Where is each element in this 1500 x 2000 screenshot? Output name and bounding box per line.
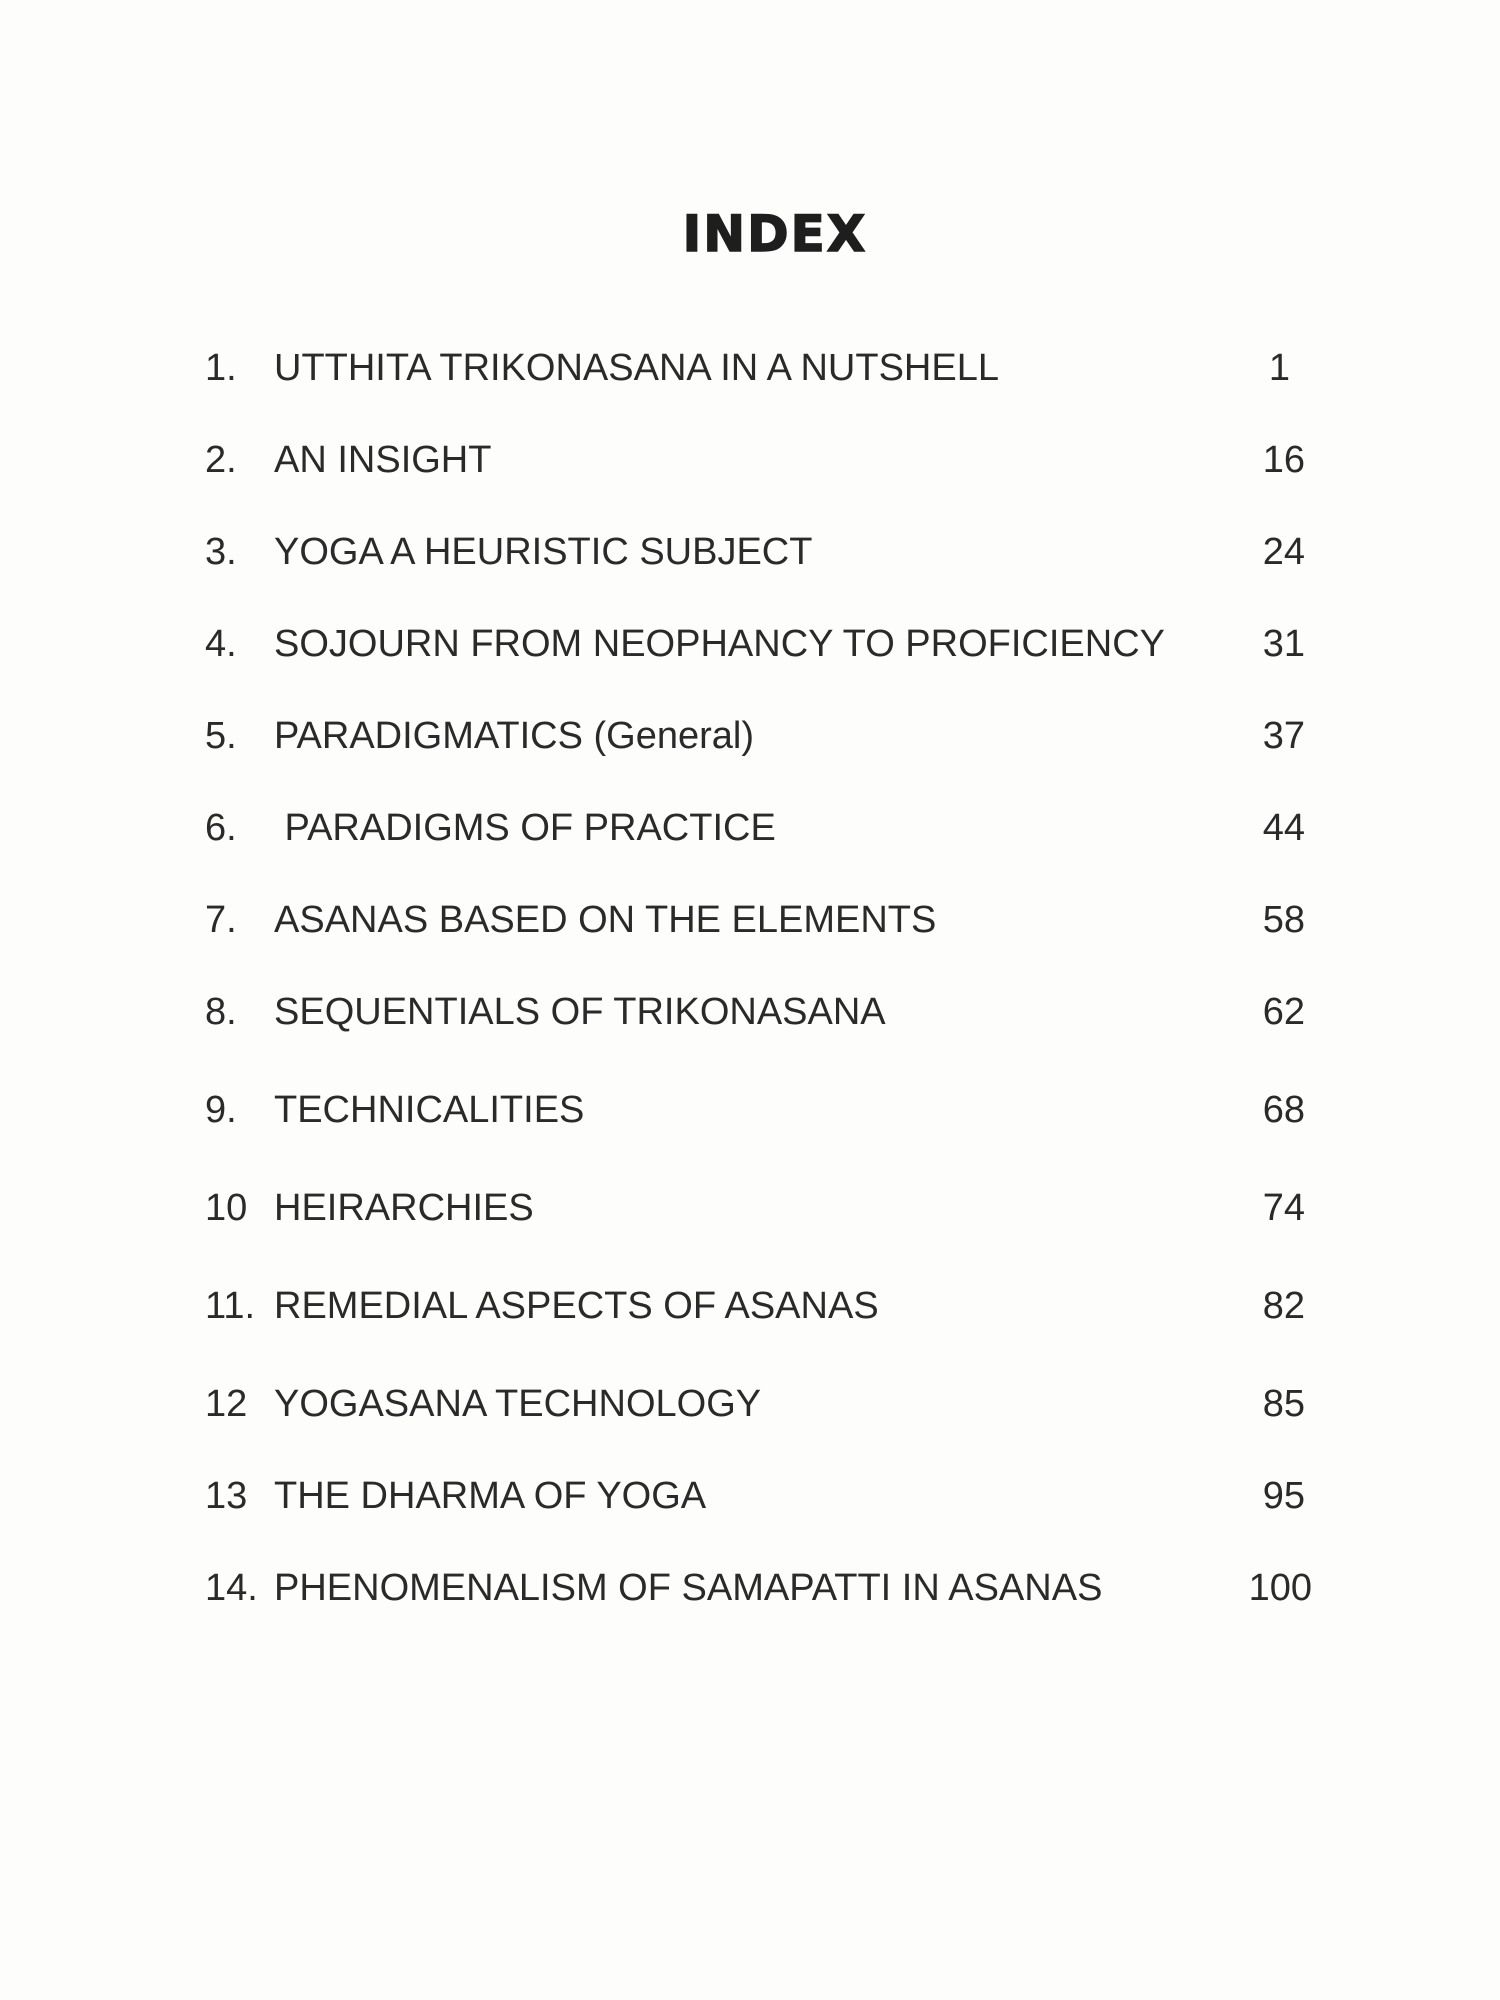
entry-page-number: 82: [1262, 1285, 1305, 1327]
entry-page-number: 95: [1262, 1475, 1305, 1517]
entry-number: 12: [205, 1383, 248, 1425]
entry-number: 5.: [205, 715, 237, 757]
entry-page-number: 74: [1262, 1187, 1305, 1229]
entry-title: THE DHARMA OF YOGA: [274, 1475, 707, 1517]
entry-number: 10: [205, 1187, 248, 1229]
entry-title: PARADIGMATICS (General): [274, 715, 755, 757]
entry-title: SOJOURN FROM NEOPHANCY TO PROFICIENCY: [274, 623, 1165, 665]
entry-number: 4.: [205, 623, 237, 665]
entry-title: HEIRARCHIES: [274, 1187, 534, 1229]
index-entry: [0, 895, 1500, 945]
entry-number: 9.: [205, 1089, 237, 1131]
index-entry: [0, 1085, 1500, 1135]
index-entry: [0, 1563, 1500, 1613]
entry-number: 1.: [205, 347, 237, 389]
entry-page-number: 31: [1262, 623, 1305, 665]
entry-title: YOGA A HEURISTIC SUBJECT: [274, 531, 813, 573]
entry-number: 13: [205, 1475, 248, 1517]
index-entry: [0, 435, 1500, 485]
entry-page-number: 37: [1262, 715, 1305, 757]
entry-number: 6.: [205, 807, 237, 849]
entry-number: 2.: [205, 439, 237, 481]
index-entry: [0, 1281, 1500, 1331]
index-entry: [0, 527, 1500, 577]
entry-number: 11.: [205, 1285, 256, 1327]
entry-title: SEQUENTIALS OF TRIKONASANA: [274, 991, 886, 1033]
entry-page-number: 24: [1262, 531, 1305, 573]
index-entry: [0, 1379, 1500, 1429]
entry-page-number: 44: [1262, 807, 1305, 849]
index-entry: [0, 1471, 1500, 1521]
entry-page-number: 68: [1262, 1089, 1305, 1131]
entry-title: YOGASANA TECHNOLOGY: [274, 1383, 762, 1425]
index-entry: [0, 711, 1500, 761]
entry-page-number: 62: [1262, 991, 1305, 1033]
index-entry: [0, 803, 1500, 853]
entry-title: ASANAS BASED ON THE ELEMENTS: [274, 899, 937, 941]
entry-number: 3.: [205, 531, 237, 573]
index-entry: [0, 987, 1500, 1037]
entry-title: UTTHITA TRIKONASANA IN A NUTSHELL: [274, 347, 999, 389]
index-entry: [0, 1183, 1500, 1233]
entry-title: PARADIGMS OF PRACTICE: [274, 807, 776, 849]
page-title: INDEX: [682, 205, 868, 263]
entry-page-number: 58: [1262, 899, 1305, 941]
entry-page-number: 16: [1262, 439, 1305, 481]
index-entry: [0, 619, 1500, 669]
entry-number: 8.: [205, 991, 237, 1033]
entry-page-number: 100: [1248, 1567, 1312, 1609]
entry-number: 7.: [205, 899, 237, 941]
entry-page-number: 85: [1262, 1383, 1305, 1425]
index-entry: [0, 343, 1500, 393]
entry-title: PHENOMENALISM OF SAMAPATTI IN ASANAS: [274, 1567, 1103, 1609]
entry-title: AN INSIGHT: [274, 439, 492, 481]
entry-number: 14.: [205, 1567, 258, 1609]
entry-page-number: 1: [1268, 347, 1290, 389]
entry-title: REMEDIAL ASPECTS OF ASANAS: [274, 1285, 879, 1327]
entry-title: TECHNICALITIES: [274, 1089, 585, 1131]
